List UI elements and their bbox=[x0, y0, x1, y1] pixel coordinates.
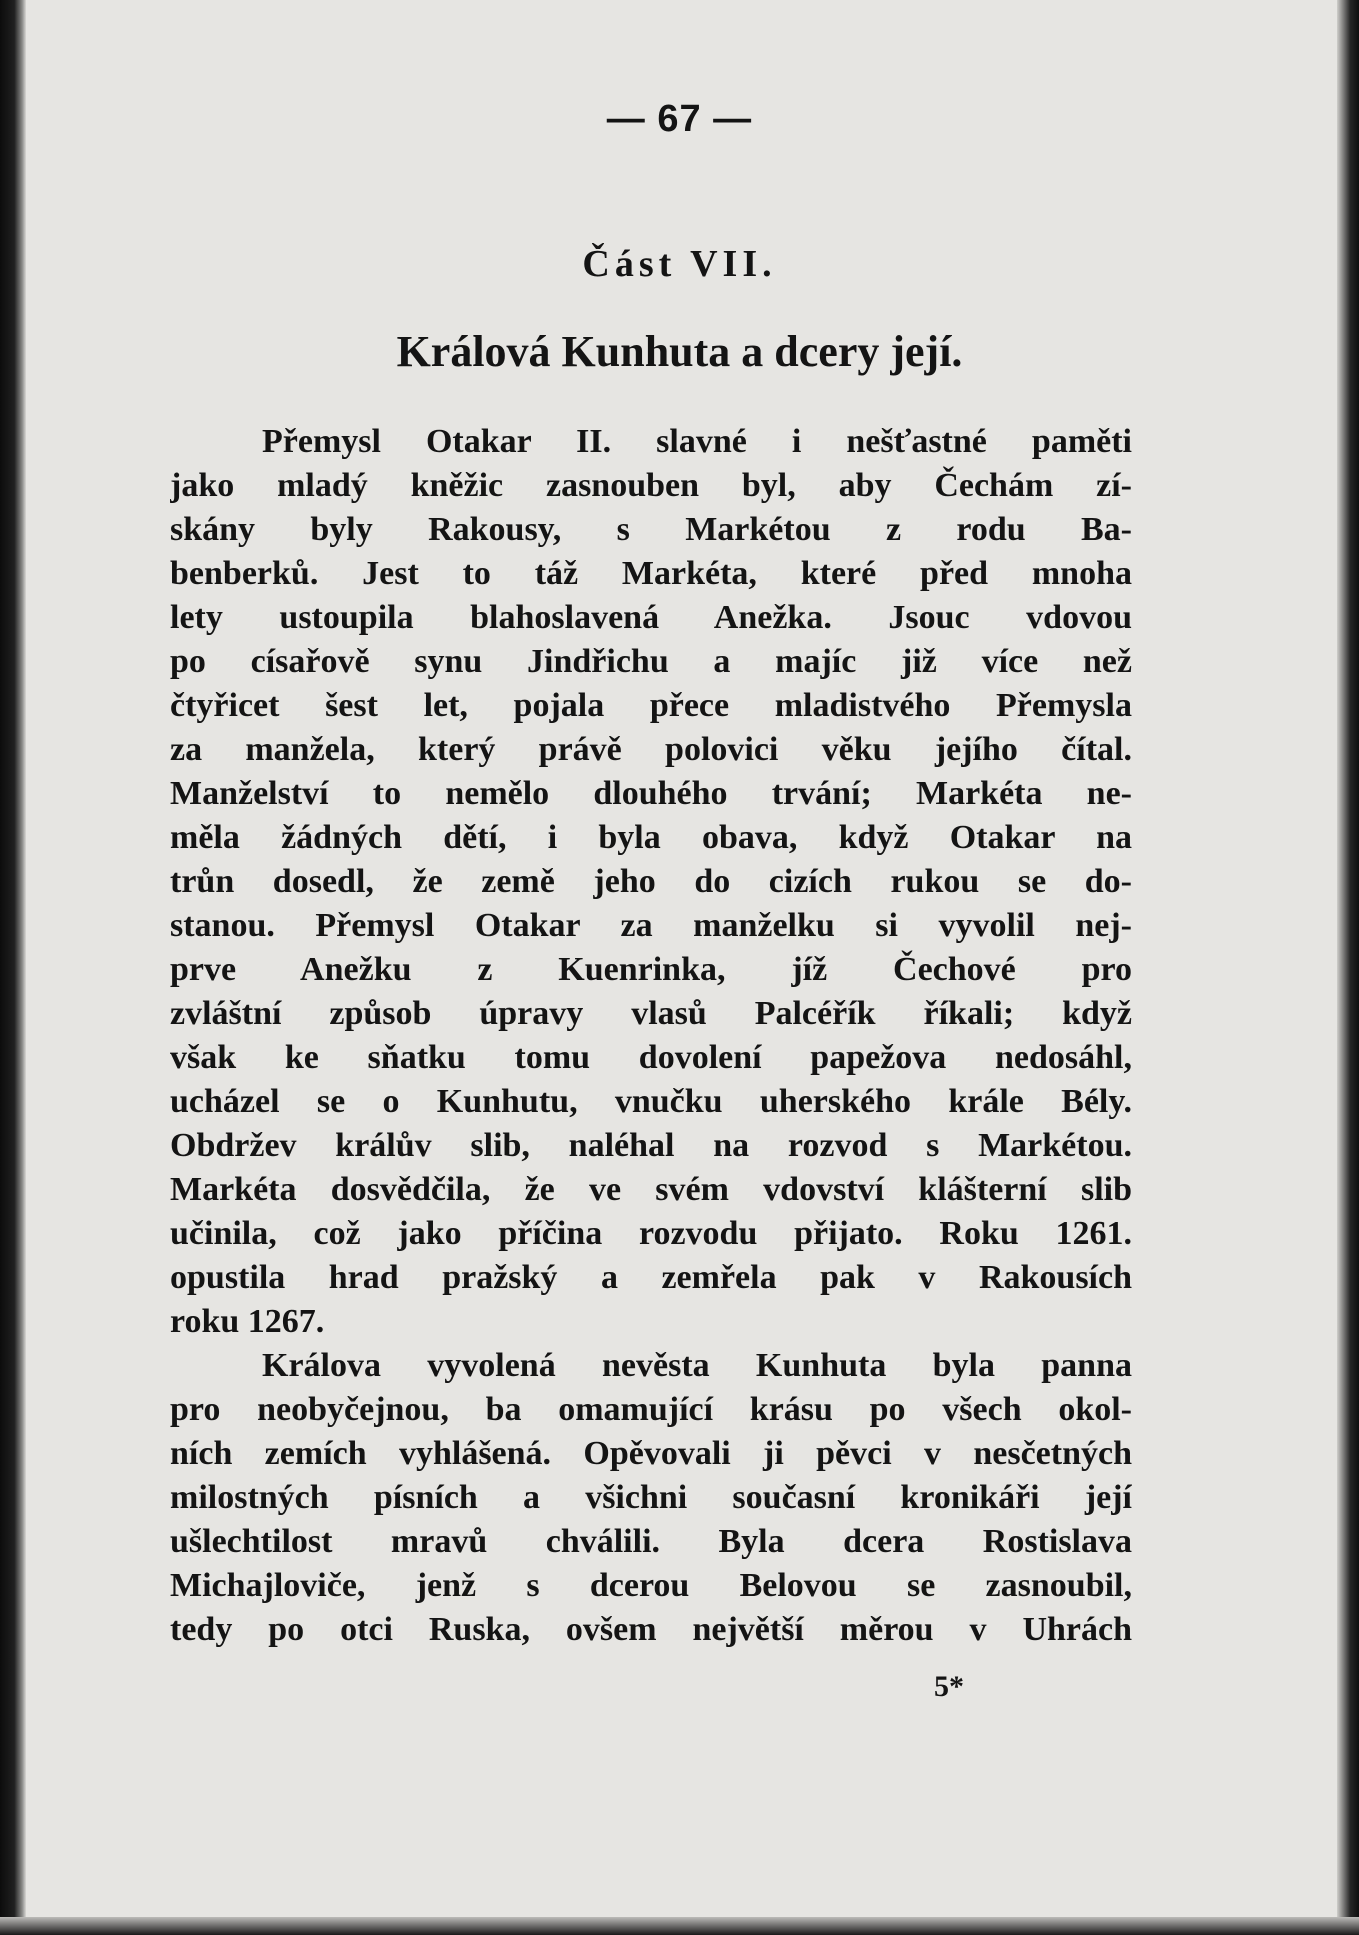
text-line: po císařově synu Jindřichu a majíc již více než bbox=[170, 643, 1132, 680]
text-line: měla žádných dětí, i byla obava, když Otakar na bbox=[170, 819, 1132, 856]
text-line: Přemysl Otakar II. slavné i nešťastné paměti bbox=[262, 423, 1132, 460]
text-line: Králova vyvolená nevěsta Kunhuta byla panna bbox=[262, 1347, 1132, 1384]
text-line: čtyřicet šest let, pojala přece mladistvého Přemysla bbox=[170, 687, 1132, 724]
text-line: Obdržev králův slib, naléhal na rozvod s Markétou. bbox=[170, 1127, 1132, 1164]
page-number: — 67 — bbox=[606, 98, 753, 140]
text-line: milostných písních a všichni současní kronikáři její bbox=[170, 1479, 1132, 1516]
text-line: trůn dosedl, že země jeho do cizích rukou se do- bbox=[170, 863, 1132, 900]
text-line: však ke sňatku tomu dovolení papežova nedosáhl, bbox=[170, 1039, 1132, 1076]
signature-mark: 5* bbox=[934, 1670, 964, 1703]
text-line: učinila, což jako příčina rozvodu přijato. Roku 1261. bbox=[170, 1215, 1132, 1252]
text-line: ních zemích vyhlášená. Opěvovali ji pěvci v nesčetných bbox=[170, 1435, 1132, 1472]
text-line: zvláštní způsob úpravy vlasů Palcéřík říkali; když bbox=[170, 995, 1132, 1032]
text-line: stanou. Přemysl Otakar za manželku si vyvolil nej- bbox=[170, 907, 1132, 944]
text-line: ušlechtilost mravů chválili. Byla dcera Rostislava bbox=[170, 1523, 1132, 1560]
text-line: skány byly Rakousy, s Markétou z rodu Ba- bbox=[170, 511, 1132, 548]
text-line: Manželství to nemělo dlouhého trvání; Markéta ne- bbox=[170, 775, 1132, 812]
chapter-title: Králová Kunhuta a dcery její. bbox=[396, 327, 963, 376]
text-line: Michajloviče, jenž s dcerou Belovou se zasnoubil, bbox=[170, 1567, 1132, 1604]
page-bottom-edge bbox=[0, 1917, 1359, 1935]
text-line: roku 1267. bbox=[170, 1303, 325, 1340]
text-line: ucházel se o Kunhutu, vnučku uherského krále Bély. bbox=[170, 1083, 1132, 1120]
text-line: tedy po otci Ruska, ovšem největší měrou v Uhrách bbox=[170, 1611, 1132, 1648]
part-heading: Část VII. bbox=[582, 243, 777, 285]
page-binding-edge bbox=[0, 0, 26, 1935]
page-right-edge bbox=[1337, 0, 1359, 1935]
text-line: prve Anežku z Kuenrinka, jíž Čechové pro bbox=[170, 951, 1132, 988]
text-line: za manžela, který právě polovici věku jejího čítal. bbox=[170, 731, 1132, 768]
text-line: pro neobyčejnou, ba omamující krásu po všech okol- bbox=[170, 1391, 1132, 1428]
text-line: Markéta dosvědčila, že ve svém vdovství klášterní slib bbox=[170, 1171, 1132, 1208]
text-line: benberků. Jest to táž Markéta, které před mnoha bbox=[170, 555, 1132, 592]
text-line: jako mladý kněžic zasnouben byl, aby Čechám zí- bbox=[170, 467, 1132, 504]
text-line: opustila hrad pražský a zemřela pak v Rakousích bbox=[170, 1259, 1132, 1296]
text-line: lety ustoupila blahoslavená Anežka. Jsouc vdovou bbox=[170, 599, 1132, 636]
